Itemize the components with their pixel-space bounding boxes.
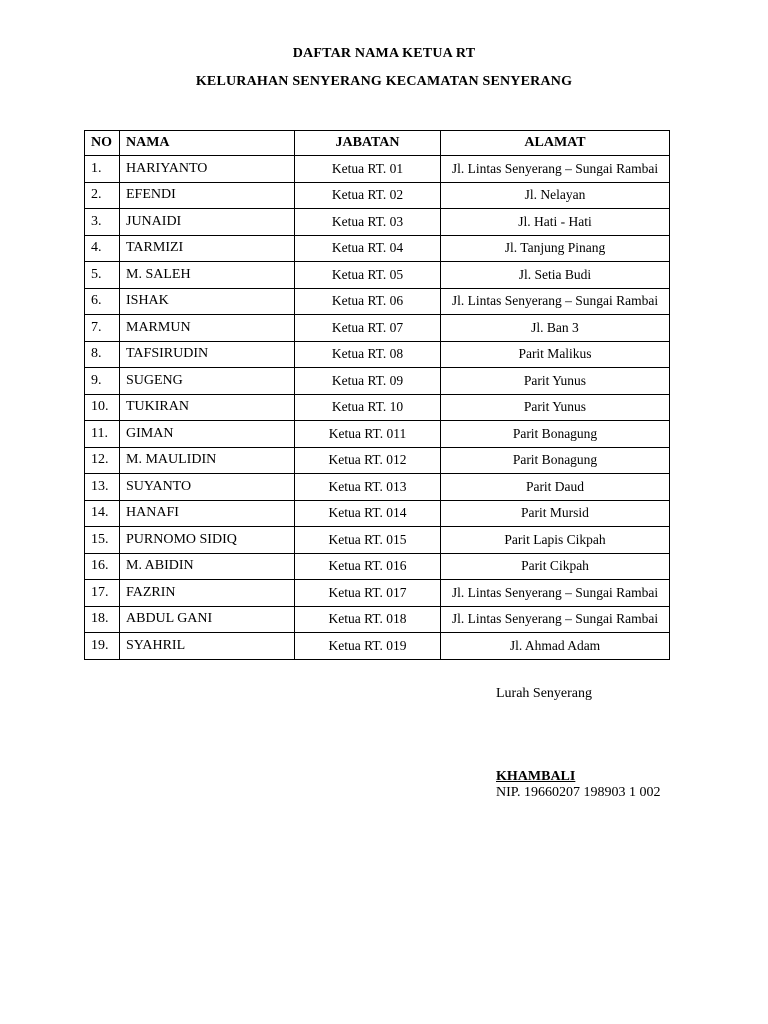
cell-jabatan: Ketua RT. 07 bbox=[295, 315, 441, 342]
cell-no: 3. bbox=[85, 209, 120, 236]
table-row bbox=[85, 182, 670, 209]
cell-nama: M. ABIDIN bbox=[120, 553, 295, 580]
cell-no: 2. bbox=[85, 182, 120, 209]
table-row bbox=[85, 421, 670, 448]
signatory-office: Lurah Senyerang bbox=[496, 686, 593, 701]
cell-nama: FAZRIN bbox=[120, 580, 295, 607]
cell-no: 19. bbox=[85, 633, 120, 660]
cell-alamat: Jl. Nelayan bbox=[441, 182, 670, 209]
cell-nama: TUKIRAN bbox=[120, 394, 295, 421]
cell-jabatan: Ketua RT. 011 bbox=[295, 421, 441, 448]
cell-jabatan: Ketua RT. 019 bbox=[295, 633, 441, 660]
cell-alamat: Parit Bonagung bbox=[441, 421, 670, 448]
cell-alamat: Parit Yunus bbox=[441, 394, 670, 421]
table-row bbox=[85, 235, 670, 262]
cell-alamat: Parit Daud bbox=[441, 474, 670, 501]
table-row bbox=[85, 368, 670, 395]
table-row bbox=[85, 527, 670, 554]
cell-nama: GIMAN bbox=[120, 421, 295, 448]
cell-alamat: Parit Lapis Cikpah bbox=[441, 527, 670, 554]
cell-alamat: Jl. Lintas Senyerang – Sungai Rambai bbox=[441, 156, 670, 183]
rt-leaders-table bbox=[84, 130, 670, 660]
cell-alamat: Jl. Lintas Senyerang – Sungai Rambai bbox=[441, 580, 670, 607]
table-row bbox=[85, 606, 670, 633]
table-row bbox=[85, 394, 670, 421]
cell-alamat: Jl. Ban 3 bbox=[441, 315, 670, 342]
cell-no: 9. bbox=[85, 368, 120, 395]
cell-no: 5. bbox=[85, 262, 120, 289]
cell-alamat: Jl. Lintas Senyerang – Sungai Rambai bbox=[441, 606, 670, 633]
cell-no: 4. bbox=[85, 235, 120, 262]
cell-jabatan: Ketua RT. 016 bbox=[295, 553, 441, 580]
cell-alamat: Jl. Ahmad Adam bbox=[441, 633, 670, 660]
cell-nama: SUGENG bbox=[120, 368, 295, 395]
cell-no: 1. bbox=[85, 156, 120, 183]
cell-nama: ISHAK bbox=[120, 288, 295, 315]
cell-no: 14. bbox=[85, 500, 120, 527]
cell-jabatan: Ketua RT. 05 bbox=[295, 262, 441, 289]
cell-no: 6. bbox=[85, 288, 120, 315]
cell-no: 13. bbox=[85, 474, 120, 501]
cell-jabatan: Ketua RT. 10 bbox=[295, 394, 441, 421]
table-row bbox=[85, 633, 670, 660]
cell-nama: MARMUN bbox=[120, 315, 295, 342]
table-body bbox=[85, 156, 670, 660]
table-row bbox=[85, 447, 670, 474]
cell-jabatan: Ketua RT. 018 bbox=[295, 606, 441, 633]
table-row bbox=[85, 156, 670, 183]
cell-no: 10. bbox=[85, 394, 120, 421]
cell-jabatan: Ketua RT. 01 bbox=[295, 156, 441, 183]
cell-jabatan: Ketua RT. 014 bbox=[295, 500, 441, 527]
document-subtitle: KELURAHAN SENYERANG KECAMATAN SENYERANG bbox=[195, 74, 573, 89]
table-row bbox=[85, 553, 670, 580]
cell-alamat: Jl. Setia Budi bbox=[441, 262, 670, 289]
table-row bbox=[85, 315, 670, 342]
cell-nama: M. SALEH bbox=[120, 262, 295, 289]
cell-nama: PURNOMO SIDIQ bbox=[120, 527, 295, 554]
cell-no: 15. bbox=[85, 527, 120, 554]
signature-block bbox=[496, 686, 661, 801]
table-row bbox=[85, 288, 670, 315]
table-header-row bbox=[85, 131, 670, 156]
cell-nama: EFENDI bbox=[120, 182, 295, 209]
cell-nama: SYAHRIL bbox=[120, 633, 295, 660]
cell-jabatan: Ketua RT. 09 bbox=[295, 368, 441, 395]
cell-alamat: Jl. Lintas Senyerang – Sungai Rambai bbox=[441, 288, 670, 315]
cell-jabatan: Ketua RT. 08 bbox=[295, 341, 441, 368]
cell-alamat: Jl. Tanjung Pinang bbox=[441, 235, 670, 262]
cell-nama: M. MAULIDIN bbox=[120, 447, 295, 474]
table-row bbox=[85, 209, 670, 236]
cell-nama: HARIYANTO bbox=[120, 156, 295, 183]
cell-jabatan: Ketua RT. 013 bbox=[295, 474, 441, 501]
cell-no: 7. bbox=[85, 315, 120, 342]
column-header-nama: NAMA bbox=[120, 131, 295, 156]
document-title: DAFTAR NAMA KETUA RT bbox=[292, 46, 476, 61]
cell-alamat: Parit Yunus bbox=[441, 368, 670, 395]
cell-nama: JUNAIDI bbox=[120, 209, 295, 236]
table-row bbox=[85, 580, 670, 607]
cell-nama: TARMIZI bbox=[120, 235, 295, 262]
cell-jabatan: Ketua RT. 06 bbox=[295, 288, 441, 315]
column-header-no: NO bbox=[85, 131, 120, 156]
cell-nama: ABDUL GANI bbox=[120, 606, 295, 633]
cell-alamat: Jl. Hati - Hati bbox=[441, 209, 670, 236]
cell-no: 18. bbox=[85, 606, 120, 633]
column-header-alamat: ALAMAT bbox=[441, 131, 670, 156]
cell-no: 16. bbox=[85, 553, 120, 580]
column-header-jabatan: JABATAN bbox=[295, 131, 441, 156]
table-row bbox=[85, 341, 670, 368]
table-row bbox=[85, 474, 670, 501]
cell-jabatan: Ketua RT. 017 bbox=[295, 580, 441, 607]
cell-no: 8. bbox=[85, 341, 120, 368]
cell-nama: HANAFI bbox=[120, 500, 295, 527]
table-row bbox=[85, 262, 670, 289]
cell-alamat: Parit Mursid bbox=[441, 500, 670, 527]
cell-jabatan: Ketua RT. 012 bbox=[295, 447, 441, 474]
cell-jabatan: Ketua RT. 015 bbox=[295, 527, 441, 554]
cell-jabatan: Ketua RT. 02 bbox=[295, 182, 441, 209]
signatory-name: KHAMBALI bbox=[496, 769, 576, 784]
cell-nama: TAFSIRUDIN bbox=[120, 341, 295, 368]
cell-no: 17. bbox=[85, 580, 120, 607]
table-row bbox=[85, 500, 670, 527]
cell-alamat: Parit Malikus bbox=[441, 341, 670, 368]
cell-alamat: Parit Bonagung bbox=[441, 447, 670, 474]
cell-jabatan: Ketua RT. 04 bbox=[295, 235, 441, 262]
cell-no: 11. bbox=[85, 421, 120, 448]
cell-no: 12. bbox=[85, 447, 120, 474]
cell-alamat: Parit Cikpah bbox=[441, 553, 670, 580]
cell-nama: SUYANTO bbox=[120, 474, 295, 501]
signatory-nip: NIP. 19660207 198903 1 002 bbox=[496, 785, 661, 800]
cell-jabatan: Ketua RT. 03 bbox=[295, 209, 441, 236]
